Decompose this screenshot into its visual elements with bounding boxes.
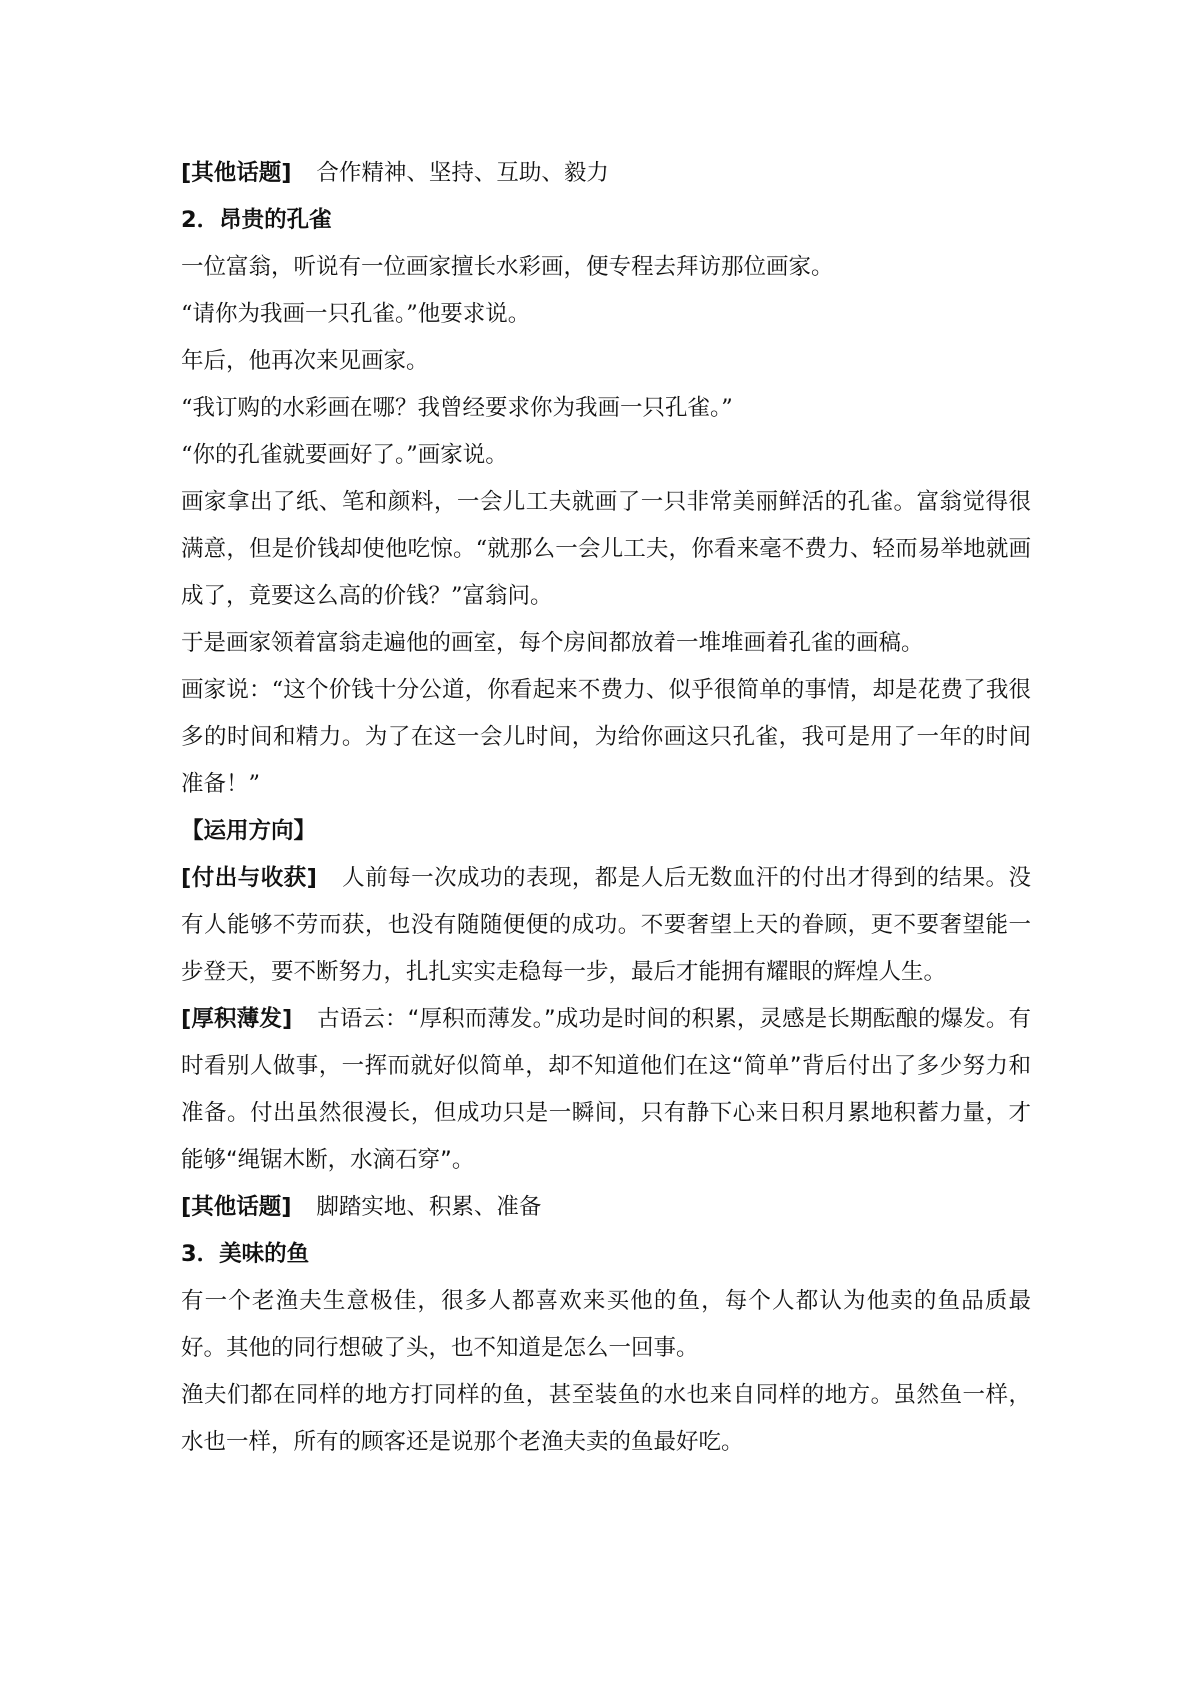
story-paragraph: “你的孔雀就要画好了。”画家说。 — [181, 442, 508, 468]
usage-text: 古语云：“厚积而薄发。”成功是时间的积累，灵感是长期酝酿的爆发。有时看别人做事，一挥而就好似简单，却不知道他们在这“简单”背后付出了多少努力和准备。付出虽然很漫长，但成功只是一瞬间，只有静下心来日积月累地积蓄力量，才能够“绳锯木断，水滴石穿”。 — [181, 1006, 1031, 1173]
story-paragraph: “请你为我画一只孔雀。”他要求说。 — [181, 301, 531, 327]
story-paragraph: “我订购的水彩画在哪？我曾经要求你为我画一只孔雀。” — [181, 395, 733, 421]
other-topics-line — [181, 1184, 1031, 1231]
document-page — [181, 150, 1031, 1466]
story-heading: 2．昂贵的孔雀 — [181, 207, 332, 233]
story-paragraph: 画家说：“这个价钱十分公道，你看起来不费力、似乎很简单的事情，却是花费了我很多的时间和精力。为了在这一会儿时间，为给你画这只孔雀，我可是用了一年的时间准备！” — [181, 677, 1031, 797]
story-paragraph: 画家拿出了纸、笔和颜料，一会儿工夫就画了一只非常美丽鲜活的孔雀。富翁觉得很满意，但是价钱却使他吃惊。“就那么一会儿工夫，你看来毫不费力、轻而易举地就画成了，竟要这么高的价钱？”富翁问。 — [181, 489, 1031, 609]
story-paragraph: 一位富翁，听说有一位画家擅长水彩画，便专程去拜访那位画家。 — [181, 254, 834, 280]
usage-heading: 【运用方向】 — [181, 818, 317, 844]
other-topics-line — [181, 150, 1031, 197]
topic-text: 合作精神、坚持、互助、毅力 — [316, 160, 609, 186]
usage-text: 人前每一次成功的表现，都是人后无数血汗的付出才得到的结果。没有人能够不劳而获，也没有随随便便的成功。不要奢望上天的眷顾，更不要奢望能一步登天，要不断努力，扎扎实实走稳每一步，最后才能拥有耀眼的辉煌人生。 — [181, 865, 1031, 985]
usage-paragraph — [181, 855, 1031, 996]
topic-tag: [其他话题] — [181, 160, 292, 186]
topic-text: 脚踏实地、积累、准备 — [316, 1194, 542, 1220]
usage-paragraph — [181, 996, 1031, 1184]
topic-tag: [付出与收获] — [181, 865, 317, 891]
topic-tag: [厚积薄发] — [181, 1006, 293, 1032]
story-paragraph: 年后，他再次来见画家。 — [181, 348, 429, 374]
story-paragraph: 有一个老渔夫生意极佳，很多人都喜欢来买他的鱼，每个人都认为他卖的鱼品质最好。其他的同行想破了头，也不知道是怎么一回事。 — [181, 1288, 1031, 1361]
story-heading: 3．美味的鱼 — [181, 1241, 310, 1267]
story-paragraph: 渔夫们都在同样的地方打同样的鱼，甚至装鱼的水也来自同样的地方。虽然鱼一样，水也一样，所有的顾客还是说那个老渔夫卖的鱼最好吃。 — [181, 1382, 1031, 1455]
topic-tag: [其他话题] — [181, 1194, 292, 1220]
story-paragraph: 于是画家领着富翁走遍他的画室，每个房间都放着一堆堆画着孔雀的画稿。 — [181, 630, 924, 656]
